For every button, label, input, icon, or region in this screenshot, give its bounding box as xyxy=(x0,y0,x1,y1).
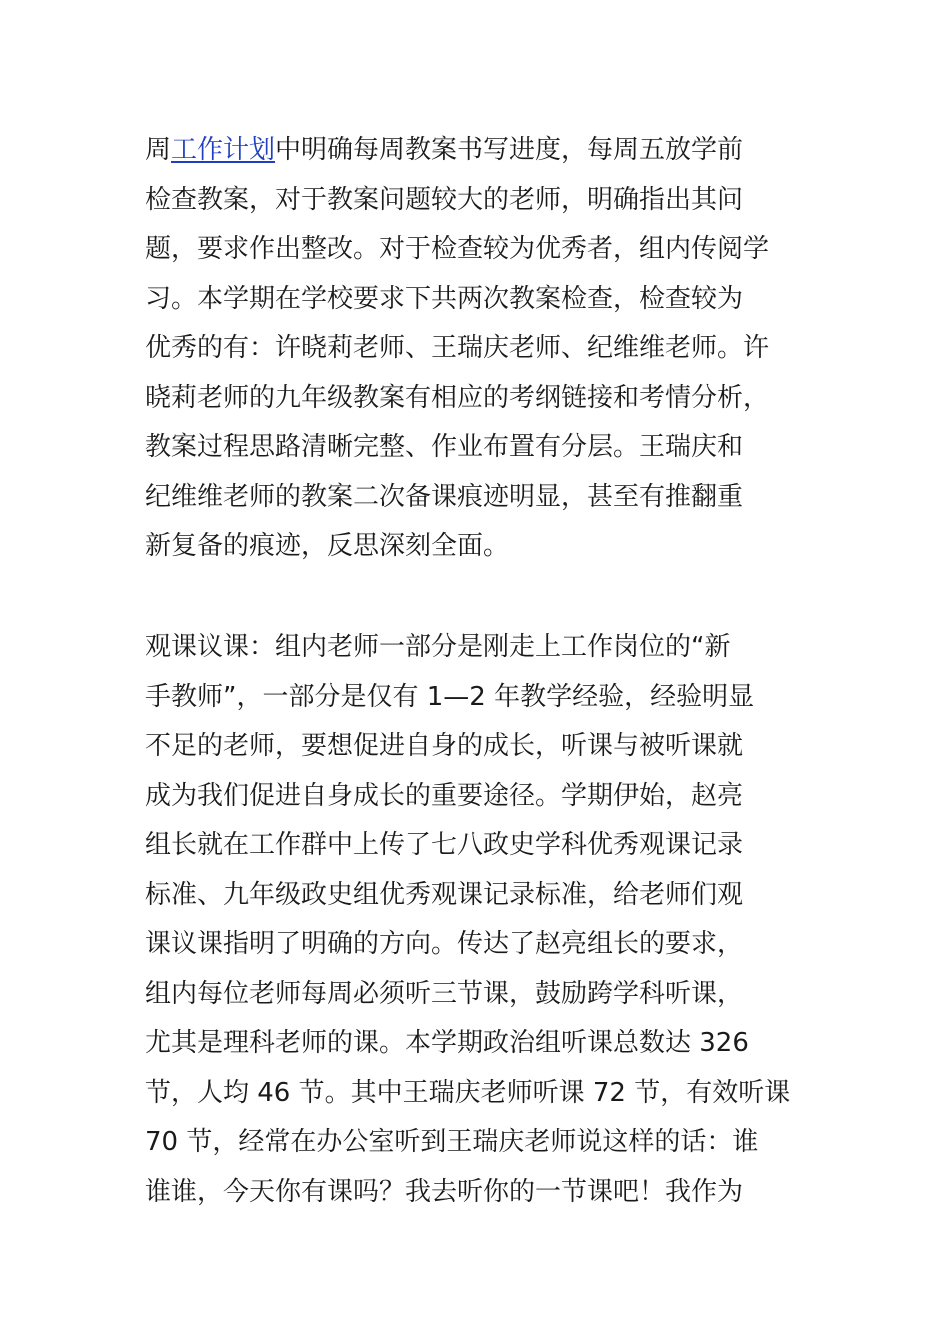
text-line: 手教师”，一部分是仅有 1—2 年教学经验，经验明显 xyxy=(145,681,755,712)
text-line: 组长就在工作群中上传了七八政史学科优秀观课记录 xyxy=(145,830,744,860)
text-line: 课议课指明了明确的方向。传达了赵亮组长的要求， xyxy=(145,929,744,959)
text-line: 纪维维老师的教案二次备课痕迹明显，甚至有推翻重 xyxy=(145,481,744,512)
text-line: 检查教案，对于教案问题较大的老师，明确指出其问 xyxy=(145,184,744,215)
text-line: 新复备的痕迹，反思深刻全面。 xyxy=(145,531,510,561)
text-line: 题，要求作出整改。对于检查较为优秀者，组内传阅学 xyxy=(145,234,770,264)
text-line: 观课议课：组内老师一部分是刚走上工作岗位的“新 xyxy=(145,632,731,662)
text-line: 节，人均 46 节。其中王瑞庆老师听课 72 节，有效听课 xyxy=(145,1077,791,1108)
text-line: 标准、九年级政史组优秀观课记录标准，给老师们观 xyxy=(145,879,744,910)
text-line: 优秀的有：许晓莉老师、王瑞庆老师、纪维维老师。许 xyxy=(145,333,770,363)
text-segment: 周 xyxy=(145,135,172,165)
text-line: 不足的老师，要想促进自身的成长，听课与被听课就 xyxy=(145,731,744,761)
text-line: 晓莉老师的九年级教案有相应的考纲链接和考情分析， xyxy=(145,382,770,413)
text-line: 成为我们促进自身成长的重要途径。学期伊始，赵亮 xyxy=(145,780,744,811)
text-line xyxy=(145,126,815,176)
text-line: 70 节，经常在办公室听到王瑞庆老师说这样的话：谁 xyxy=(145,1127,759,1157)
text-line: 教案过程思路清晰完整、作业布置有分层。王瑞庆和 xyxy=(145,432,744,462)
text-line: 谁谁，今天你有课吗？我去听你的一节课吧！我作为 xyxy=(145,1176,744,1207)
text-line: 尤其是理科老师的课。本学期政治组听课总数达 326 xyxy=(145,1028,749,1058)
text-line: 习。本学期在学校要求下共两次教案检查，检查较为 xyxy=(145,283,744,314)
text-segment: 中明确每周教案书写进度，每周五放学前 xyxy=(275,135,744,165)
paragraph-lesson-plan-check xyxy=(145,126,815,572)
text-line: 组内每位老师每周必须听三节课，鼓励跨学科听课， xyxy=(145,978,744,1009)
paragraph-lesson-observation xyxy=(145,623,815,1217)
work-plan-link[interactable]: 工作计划 xyxy=(171,135,276,165)
